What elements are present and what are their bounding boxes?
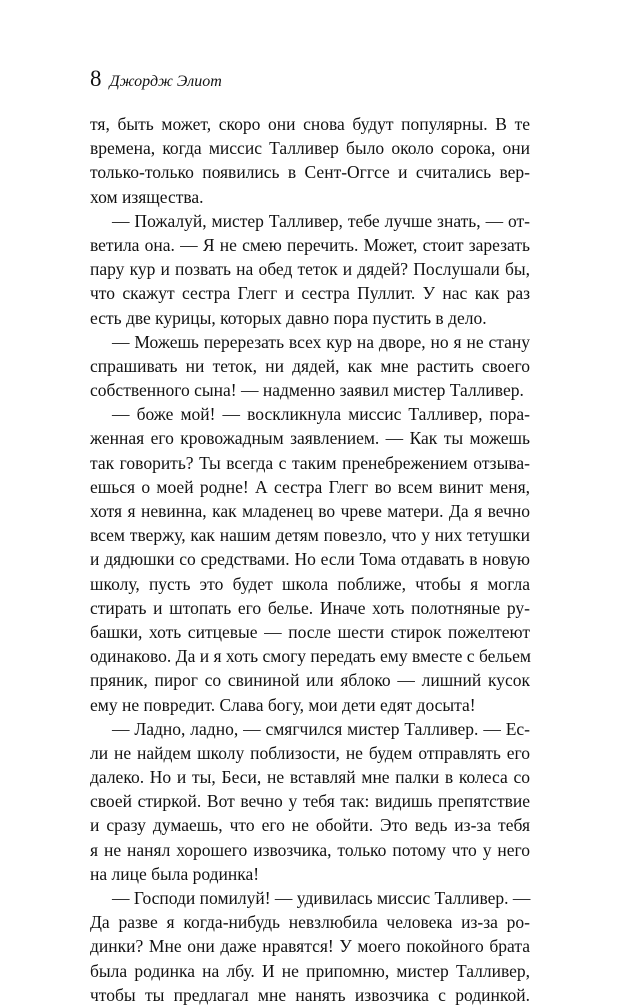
text-line: своей стиркой. Вот вечно у тебя так: видишь препятствие	[90, 791, 530, 812]
text-line: — Господи помилуй! — удивилась миссис Талливер. —	[112, 888, 531, 908]
text-line: ему не повредит. Слава богу, мои дети едят досыта!	[90, 694, 476, 715]
text-line: — Ладно, ладно, — смягчился мистер Талливер. — Ес-	[112, 718, 530, 739]
text-line: собственного сына! — надменно заявил мистер Талливер.	[90, 380, 524, 401]
text-line: ветила она. — Я не смею перечить. Может, стоит зарезать	[90, 234, 530, 255]
text-line: динки? Мне они даже нравятся! У моего покойного брата	[90, 936, 530, 957]
body-text	[90, 112, 530, 1007]
text-line: далеко. Но и ты, Беси, не вставляй мне палки в колеса со	[90, 767, 530, 788]
text-line: Да разве я когда-нибудь невзлюбила человека из-за ро-	[90, 912, 530, 933]
text-line: — Можешь перерезать всех кур на дворе, но я не стану	[112, 331, 530, 352]
text-line: тя, быть может, скоро они снова будут популярны. В те	[90, 114, 530, 134]
text-line: башки, хоть ситцевые — после шести стирок пожелтеют	[90, 621, 530, 642]
text-line: на лице была родинка!	[90, 863, 260, 884]
text-line: пряник, пирог со свининой или яблоко — лишний кусок	[90, 670, 530, 691]
text-line: была родинка на лбу. И не припомню, мистер Талливер,	[90, 960, 530, 981]
text-line: — боже мой! — воскликнула миссис Талливер, пора-	[112, 404, 530, 425]
running-head-author: Джордж Элиот	[109, 73, 222, 90]
text-line: спрашивать ни теток, ни дядей, как мне растить своего	[90, 355, 530, 376]
text-line: школу, пусть это будет школа поближе, чтобы я могла	[90, 573, 530, 594]
text-line: ешься о моей родне! А сестра Глегг во всем винит меня,	[90, 476, 530, 497]
text-line: хом изящества.	[90, 186, 204, 207]
text-line: хотя я невинна, как младенец во чреве матери. Да я вечно	[90, 501, 530, 521]
running-head	[90, 66, 222, 96]
text-line: времена, когда миссис Талливер было около сорока, они	[90, 138, 530, 159]
text-line: пару кур и позвать на обед теток и дядей? Послушали бы,	[90, 259, 530, 280]
text-line: одинаково. Да и я хоть смогу передать ему вместе с бельем	[90, 646, 531, 667]
text-line: женная его кровожадным заявлением. — Как ты можешь	[90, 428, 530, 449]
text-line: только-только появились в Сент-Оггсе и считались вер-	[90, 162, 530, 183]
text-line: ли не найдем школу поблизости, не будем отправлять его	[90, 742, 530, 763]
text-line: я не нанял хорошего извозчика, только потому что у него	[90, 839, 530, 860]
text-line: — Пожалуй, мистер Талливер, тебе лучше знать, — от-	[112, 210, 530, 231]
page-number: 8	[90, 66, 102, 91]
text-line: что скажут сестра Глегг и сестра Пуллит. У нас как раз	[90, 283, 530, 304]
text-line: стирать и штопать его белье. Иначе хоть полотняные ру-	[90, 597, 530, 618]
text-line: так говорить? Ты всегда с таким пренебрежением отзыва-	[90, 452, 530, 473]
text-line: всем твержу, как нашим детям повезло, что у них тетушки	[90, 525, 530, 546]
text-line: и сразу думаешь, что его не обойти. Это ведь из-за тебя	[90, 815, 530, 836]
text-line: и дядюшки со средствами. Но если Тома отдавать в новую	[90, 549, 530, 570]
text-line: чтобы ты предлагал мне нанять извозчика с родинкой.	[90, 984, 530, 1005]
text-line: есть две курицы, которых давно пора пустить в дело.	[90, 307, 487, 328]
